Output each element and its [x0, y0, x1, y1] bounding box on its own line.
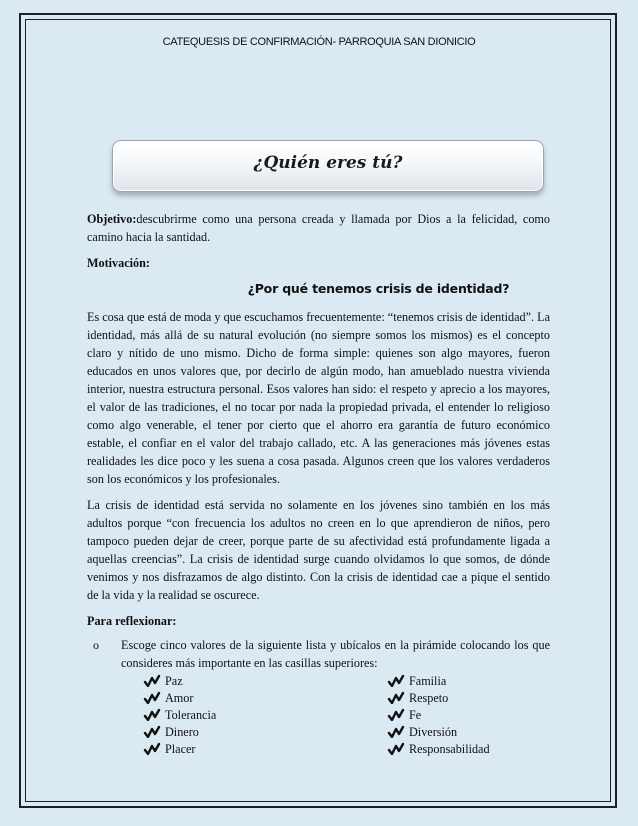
objetivo-paragraph [87, 210, 550, 246]
values-right-column [387, 672, 490, 757]
checkmark-bullet-icon [143, 691, 161, 704]
value-label: Responsabilidad [409, 741, 490, 756]
instruction-item [87, 636, 550, 672]
values-list [143, 672, 550, 767]
checkmark-bullet-icon [387, 708, 405, 721]
values-left-column [143, 672, 216, 757]
objetivo-text: descubrirme como una persona creada y llamada por Dios a la felicidad, como camino hacia la santidad. [87, 212, 550, 244]
value-label: Familia [409, 673, 447, 688]
motivacion-label [87, 254, 550, 272]
reflexionar-label-text: Para reflexionar: [87, 614, 177, 628]
value-label: Dinero [165, 724, 199, 739]
value-item [387, 672, 490, 689]
title-banner [112, 140, 544, 192]
value-item [143, 672, 216, 689]
section-subtitle: ¿Por qué tenemos crisis de identidad? [247, 281, 510, 296]
value-item [387, 689, 490, 706]
bullet-circle-icon: o [93, 638, 99, 652]
value-item [143, 689, 216, 706]
body-paragraph-2: La crisis de identidad está servida no solamente en los jóvenes sino también en los más adultos porque “con frecuencia los adultos no creen en lo que aprendieron de niños, pero tampoco pueden dejar de creer, porque parte de su afectividad está profundamente ligada a aquellas creencias”. La crisis de identidad surge cuando olvidamos lo que somos, de dónde venimos y nos disfrazamos de algo distinto. Con la crisis de identidad cae a pique el sentido de la vida y la realidad se oscurece. [87, 498, 550, 602]
value-label: Fe [409, 707, 422, 722]
value-item [143, 740, 216, 757]
value-item [143, 723, 216, 740]
checkmark-bullet-icon [143, 674, 161, 687]
document-body [87, 210, 550, 767]
value-label: Paz [165, 673, 183, 688]
value-item [143, 706, 216, 723]
value-label: Respeto [409, 690, 449, 705]
checkmark-bullet-icon [143, 725, 161, 738]
page-title: ¿Quién eres tú? [253, 153, 403, 173]
value-label: Tolerancia [165, 707, 217, 722]
checkmark-bullet-icon [143, 708, 161, 721]
page-header: CATEQUESIS DE CONFIRMACIÓN- PARROQUIA SAN DIONICIO [162, 36, 476, 48]
body-paragraph-1: Es cosa que está de moda y que escuchamos frecuentemente: “tenemos crisis de identidad”. La identidad, más allá de su natural evolución (no siempre somos los mismos) es el concepto claro y nítido de uno mismo. Dicho de forma simple: quienes son algo mayores, fueron educados en unos valores que, por decirlo de algún modo, han amueblado nuestra vivienda interior, nuestra estructura personal. Esos valores han sido: el respeto y aprecio a los mayores, el valor de las tradiciones, el no tocar por nada la propiedad privada, el entender lo religioso como algo venerable, el tener por cierto que el ahorro era garantía de futuro económico estable, el confiar en el valor del trabajo callado, etc. A las generaciones más jóvenes estas realidades les dice poco y les suena a cosa pasada. Algunos creen que los valores verdaderos son los económicos y los profesionales. [87, 310, 550, 486]
value-item [387, 723, 490, 740]
value-item [387, 706, 490, 723]
checkmark-bullet-icon [387, 725, 405, 738]
reflexionar-label [87, 612, 550, 630]
objetivo-label: Objetivo: [87, 212, 137, 226]
value-label: Placer [165, 741, 196, 756]
checkmark-bullet-icon [387, 742, 405, 755]
checkmark-bullet-icon [143, 742, 161, 755]
motivacion-label-text: Motivación: [87, 256, 150, 270]
checkmark-bullet-icon [387, 691, 405, 704]
value-item [387, 740, 490, 757]
value-label: Amor [165, 690, 194, 705]
value-label: Diversión [409, 724, 458, 739]
checkmark-bullet-icon [387, 674, 405, 687]
instruction-text: Escoge cinco valores de la siguiente lista y ubícalos en la pirámide colocando los que consideres más importante en las casillas superiores: [121, 638, 550, 670]
